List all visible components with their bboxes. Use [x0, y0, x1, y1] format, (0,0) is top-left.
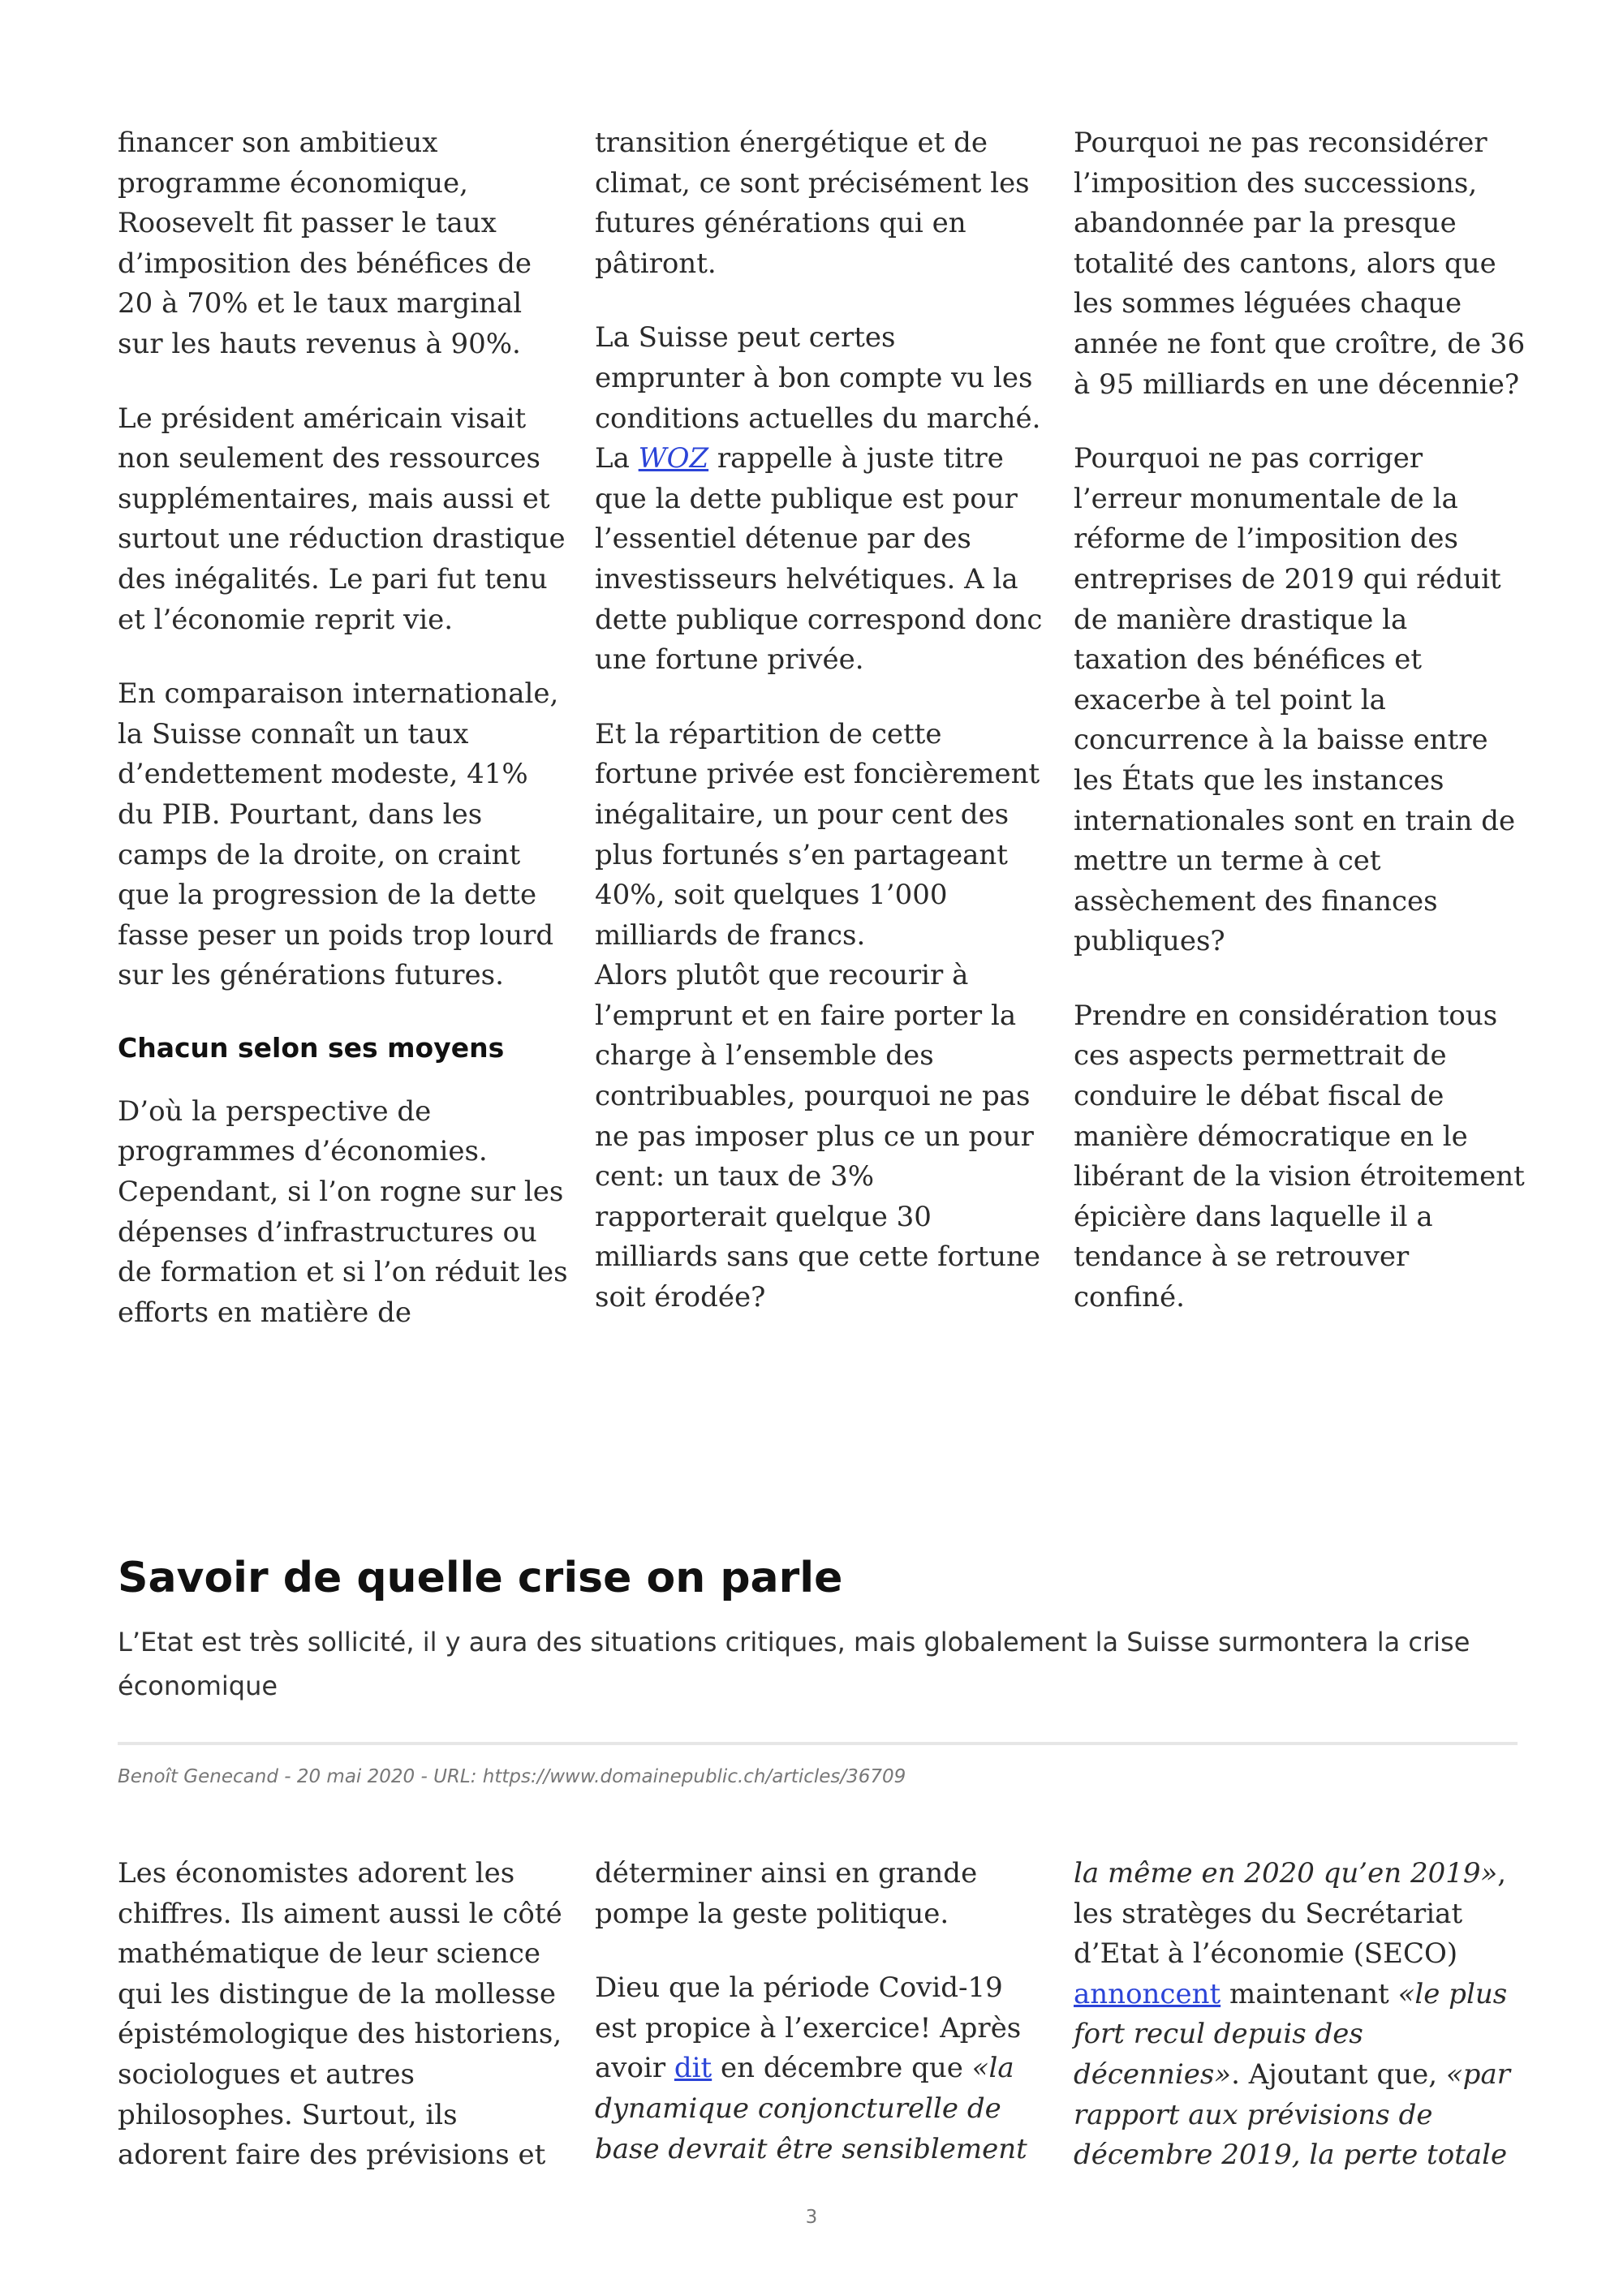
article2-column-3	[1074, 1854, 1528, 2210]
paragraph: Les économistes adorent les chiffres. Ils aiment aussi le côté mathématique de leur science qui les distingue de la mollesse épistémologique des historiens, sociologues et autres philosophes. Surtout, ils adorent faire des prévisions et	[118, 1857, 562, 2172]
paragraph: Alors plutôt que recourir à l’emprunt et en faire porter la charge à l’ensemble des contribuables, pourquoi ne pas ne pas imposer plus ce un pour cent: un taux de 3% rapporterait quelque 30 milliards sans que cette fortune soit érodée?	[595, 959, 1041, 1314]
woz-link[interactable]: WOZ	[638, 442, 709, 475]
article2-column-2	[595, 1854, 1049, 2204]
paragraph: déterminer ainsi en grande pompe la geste politique.	[595, 1857, 978, 1930]
article1-column-2	[595, 123, 1049, 1352]
paragraph: la même en 2020 qu’en 2019», les stratèges du Secrétariat d’Etat à l’économie (SECO) annoncent maintenant «le plus fort recul depuis des décennies». Ajoutant que, «par rapport aux prévisions de décembre 2019, la perte totale	[1074, 1857, 1510, 2172]
paragraph: En comparaison internationale, la Suisse connaît un taux d’endettement modeste, 41% du PIB. Pourtant, dans les camps de la droite, on craint que la progression de la dette fasse peser un poids trop lourd sur les générations futures.	[118, 677, 559, 992]
paragraph: Pourquoi ne pas corriger l’erreur monumentale de la réforme de l’imposition des entreprises de 2019 qui réduit de manière drastique la taxation des bénéfices et exacerbe à tel point la concurrence à la baisse entre les États que les instances internationales sont en train de mettre un terme à cet assèchement des finances publiques?	[1074, 442, 1516, 958]
paragraph: financer son ambitieux programme économique, Roosevelt fit passer le taux d’imposition des bénéfices de 20 à 70% et le taux marginal sur les hauts revenus à 90%.	[118, 127, 532, 360]
paragraph: Pourquoi ne pas reconsidérer l’imposition des successions, abandonnée par la presque totalité des cantons, alors que les sommes léguées chaque année ne font que croître, de 36 à 95 milliards en une décennie?	[1074, 127, 1526, 401]
article-subtitle: L’Etat est très sollicité, il y aura des situations critiques, mais globalement la Suisse surmontera la crise économique	[118, 1627, 1470, 1701]
paragraph: D’où la perspective de programmes d’économies. Cependant, si l’on rogne sur les dépenses d’infrastructures ou de formation et si l’on réduit les efforts en matière de	[118, 1094, 568, 1329]
divider	[118, 1742, 1518, 1745]
article2-column-1	[118, 1854, 572, 2210]
paragraph: Prendre en considération tous ces aspects permettrait de conduire le débat fiscal de manière démocratique en le libérant de la vision étroitement épicière dans laquelle il a tendance à se retrouver confiné.	[1074, 999, 1525, 1314]
annoncent-link[interactable]: annoncent	[1074, 1977, 1221, 2010]
paragraph: La Suisse peut certes emprunter à bon compte vu les conditions actuelles du marché. La WOZ rappelle à juste titre que la dette publique est pour l’essentiel détenue par des investisseurs helvétiques. A la dette publique correspond donc une fortune privée.	[595, 321, 1043, 677]
paragraph: Dieu que la période Covid-19 est propice à l’exercice! Après avoir dit en décembre que «la dynamique conjoncturelle de base devrait être sensiblement	[595, 1971, 1027, 2165]
article-title: Savoir de quelle crise on parle	[118, 1554, 843, 1602]
article1-column-1	[118, 123, 572, 1367]
dit-link[interactable]: dit	[674, 2052, 712, 2085]
paragraph: Et la répartition de cette fortune privée est foncièrement inégalitaire, un pour cent des plus fortunés s’en partageant 40%, soit quelques 1’000 milliards de francs.	[595, 717, 1040, 952]
section-heading: Chacun selon ses moyens	[118, 1031, 505, 1064]
page-number: 3	[805, 2207, 818, 2228]
paragraph: transition énergétique et de climat, ce sont précisément les futures générations qui en pâtiront.	[595, 127, 1030, 280]
article-meta: Benoît Genecand - 20 mai 2020 - URL: https://www.domainepublic.ch/articles/36709	[118, 1766, 906, 1787]
paragraph: Le président américain visait non seulement des ressources supplémentaires, mais aussi et surtout une réduction drastique des inégalités. Le pari fut tenu et l’économie reprit vie.	[118, 402, 566, 636]
article1-column-3	[1074, 123, 1528, 1352]
